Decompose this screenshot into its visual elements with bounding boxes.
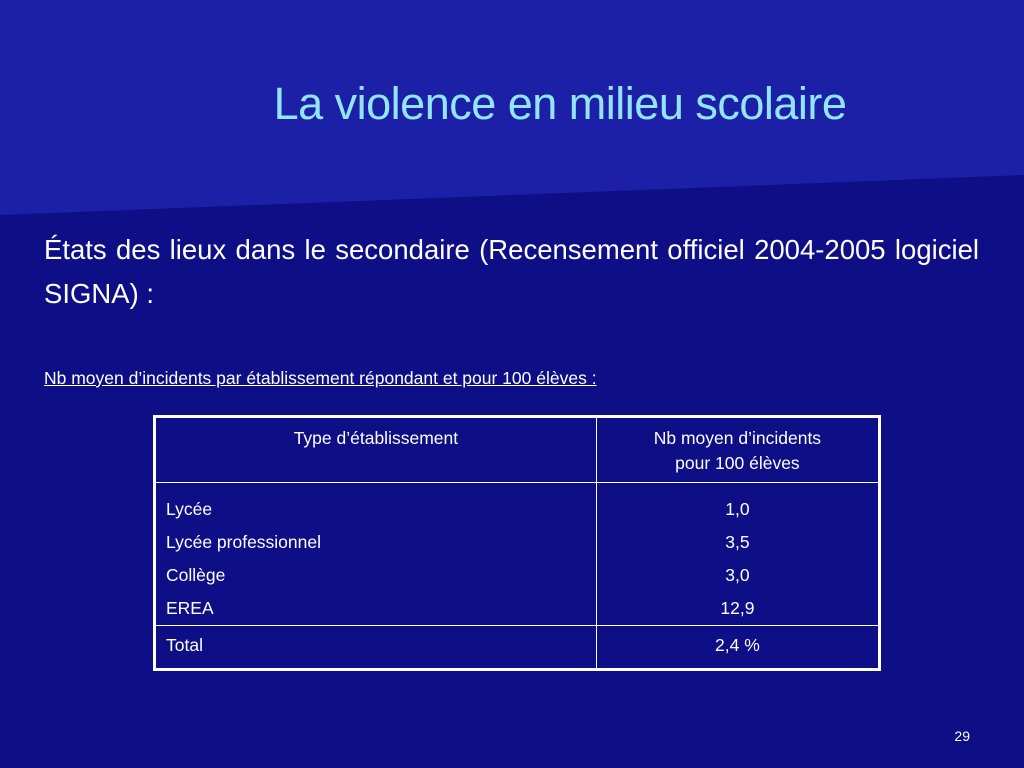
value-erea: 12,9 bbox=[720, 598, 755, 618]
header-average-line-1: Nb moyen d’incidents bbox=[653, 428, 822, 448]
value-lycee-professionnel: 3,5 bbox=[725, 532, 750, 552]
table-caption: Nb moyen d’incidents par établissement répondant et pour 100 élèves : bbox=[44, 368, 597, 388]
header-average bbox=[596, 417, 879, 483]
establishment-types-cell bbox=[155, 483, 597, 626]
type-lycee-professionnel: Lycée professionnel bbox=[166, 532, 322, 552]
header-type-label: Type d’établissement bbox=[293, 428, 459, 448]
table-total-row bbox=[155, 626, 880, 670]
type-college: Collège bbox=[166, 565, 226, 585]
value-college: 3,0 bbox=[725, 565, 750, 585]
total-label: Total bbox=[155, 626, 597, 670]
table-body-row bbox=[155, 483, 880, 626]
header-average-line-2: pour 100 élèves bbox=[675, 453, 800, 473]
header-type bbox=[155, 417, 597, 483]
page-number: 29 bbox=[954, 728, 970, 744]
type-lycee: Lycée bbox=[166, 499, 213, 519]
type-erea: EREA bbox=[166, 598, 214, 618]
total-value: 2,4 % bbox=[596, 626, 879, 670]
table-header-row bbox=[155, 417, 880, 483]
intro-paragraph: États des lieux dans le secondaire (Recensement officiel 2004-2005 logiciel SIGNA) : bbox=[44, 234, 979, 309]
incident-values-cell bbox=[596, 483, 879, 626]
incidents-table bbox=[153, 415, 881, 671]
slide-title: La violence en milieu scolaire bbox=[273, 78, 847, 129]
value-lycee: 1,0 bbox=[725, 499, 750, 519]
